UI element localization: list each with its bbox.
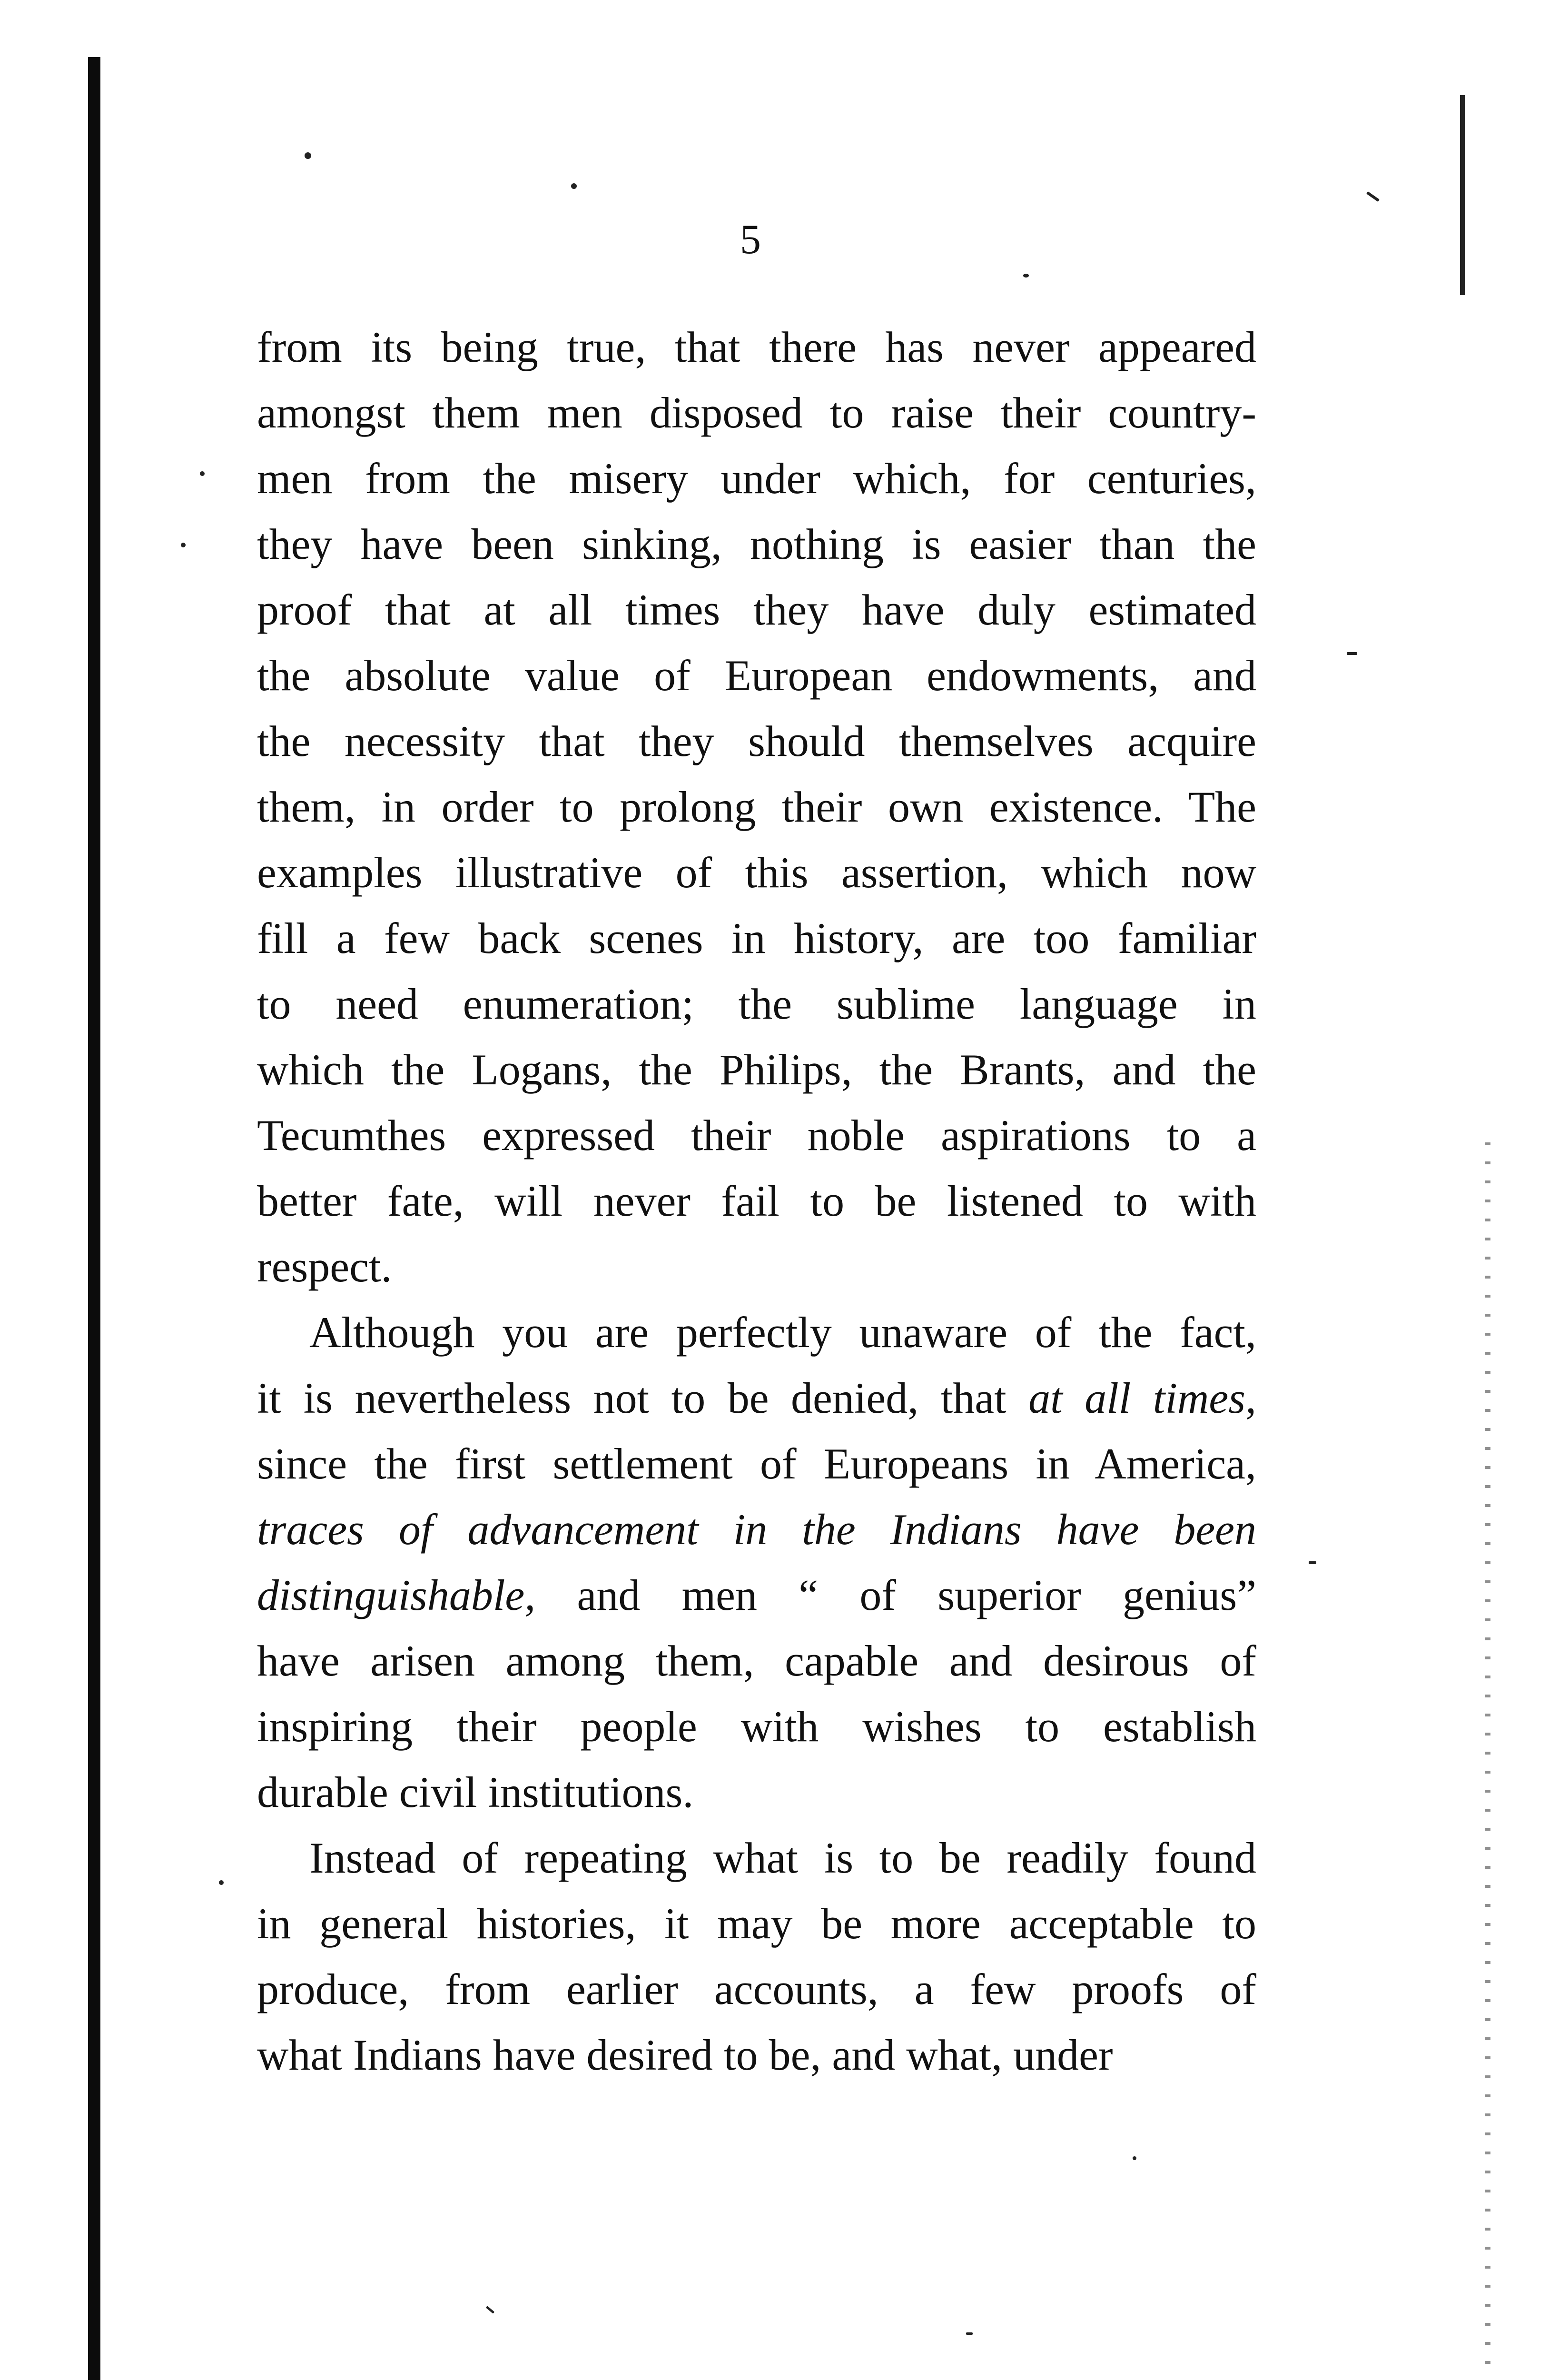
scan-speck xyxy=(486,2306,495,2314)
paragraph xyxy=(257,1299,1256,1825)
text-segment: better fate, will never fail to be listened to with xyxy=(257,1177,1256,1225)
text-line xyxy=(257,1102,1256,1168)
scan-speck xyxy=(1347,652,1357,655)
scan-speck xyxy=(1366,191,1380,202)
text-line xyxy=(257,840,1256,905)
paragraph xyxy=(257,1825,1256,2088)
scan-speck xyxy=(1023,274,1029,278)
text-segment: from its being true, that there has never appeared xyxy=(257,323,1256,371)
italic-text: at all times, xyxy=(1028,1374,1256,1422)
text-line xyxy=(257,1299,1256,1365)
italic-text: distinguishable, xyxy=(257,1571,536,1619)
text-line xyxy=(257,380,1256,446)
scan-speck xyxy=(966,2332,973,2335)
text-segment: Tecumthes expressed their noble aspirations to a xyxy=(257,1111,1256,1160)
text-segment: the absolute value of European endowments, and xyxy=(257,651,1256,700)
scan-speck xyxy=(181,543,186,547)
text-segment: durable civil institutions. xyxy=(257,1768,694,1816)
text-segment: men from the misery under which, for centuries, xyxy=(257,454,1256,503)
text-segment: it is nevertheless not to be denied, that xyxy=(257,1374,1029,1422)
text-line xyxy=(257,1891,1256,1956)
text-line xyxy=(257,905,1256,971)
page-edge-specks xyxy=(1485,1142,1490,2380)
text-line xyxy=(257,1759,1256,1825)
text-segment: what Indians have desired to be, and what, under xyxy=(257,2031,1113,2079)
text-line xyxy=(257,314,1256,380)
text-line xyxy=(257,1628,1256,1694)
page-number: 5 xyxy=(740,217,761,263)
text-segment: have arisen among them, capable and desirous of xyxy=(257,1636,1256,1685)
text-segment: fill a few back scenes in history, are too familiar xyxy=(257,914,1256,962)
text-line xyxy=(257,1431,1256,1497)
text-line xyxy=(257,1694,1256,1759)
text-line xyxy=(257,708,1256,774)
text-segment: Instead of repeating what is to be readily found xyxy=(309,1834,1256,1882)
text-line xyxy=(257,1234,1256,1299)
text-line xyxy=(257,1168,1256,1234)
text-segment: them, in order to prolong their own existence. The xyxy=(257,783,1256,831)
scan-speck xyxy=(571,183,577,189)
body-text xyxy=(257,314,1256,2088)
scan-speck xyxy=(200,471,205,476)
text-line xyxy=(257,971,1256,1037)
text-segment: Although you are perfectly unaware of the fact, xyxy=(309,1308,1256,1357)
italic-text: traces of advancement in the Indians have been xyxy=(257,1505,1256,1554)
binding-edge xyxy=(88,57,100,2380)
text-line xyxy=(257,1956,1256,2022)
text-line xyxy=(257,446,1256,511)
scan-speck xyxy=(219,1880,224,1885)
text-line xyxy=(257,643,1256,708)
text-segment: amongst them men disposed to raise their country- xyxy=(257,388,1256,437)
text-line xyxy=(257,577,1256,643)
text-segment: inspiring their people with wishes to establish xyxy=(257,1702,1256,1751)
text-line xyxy=(257,1562,1256,1628)
text-segment: and men “ of superior genius” xyxy=(535,1571,1256,1619)
text-segment: they have been sinking, nothing is easier than the xyxy=(257,520,1256,568)
text-line xyxy=(257,774,1256,840)
text-line xyxy=(257,1497,1256,1562)
page-edge-shadow xyxy=(1460,95,1465,295)
text-segment: proof that at all times they have duly estimated xyxy=(257,585,1256,634)
text-segment: in general histories, it may be more acceptable to xyxy=(257,1899,1256,1948)
text-line xyxy=(257,2022,1256,2088)
text-segment: since the first settlement of Europeans in America, xyxy=(257,1439,1256,1488)
text-line xyxy=(257,1037,1256,1102)
text-line xyxy=(257,1825,1256,1891)
text-line xyxy=(257,511,1256,577)
paragraph xyxy=(257,314,1256,1299)
text-segment: respect. xyxy=(257,1242,392,1291)
text-segment: to need enumeration; the sublime language in xyxy=(257,980,1256,1028)
text-segment: the necessity that they should themselves acquire xyxy=(257,717,1256,765)
scan-speck xyxy=(1133,2156,1136,2160)
text-segment: which the Logans, the Philips, the Brants, and the xyxy=(257,1045,1256,1094)
text-line xyxy=(257,1365,1256,1431)
scan-speck xyxy=(1309,1561,1316,1564)
text-segment: produce, from earlier accounts, a few proofs of xyxy=(257,1965,1256,2013)
scan-speck xyxy=(305,152,311,159)
text-segment: examples illustrative of this assertion, which now xyxy=(257,848,1256,897)
